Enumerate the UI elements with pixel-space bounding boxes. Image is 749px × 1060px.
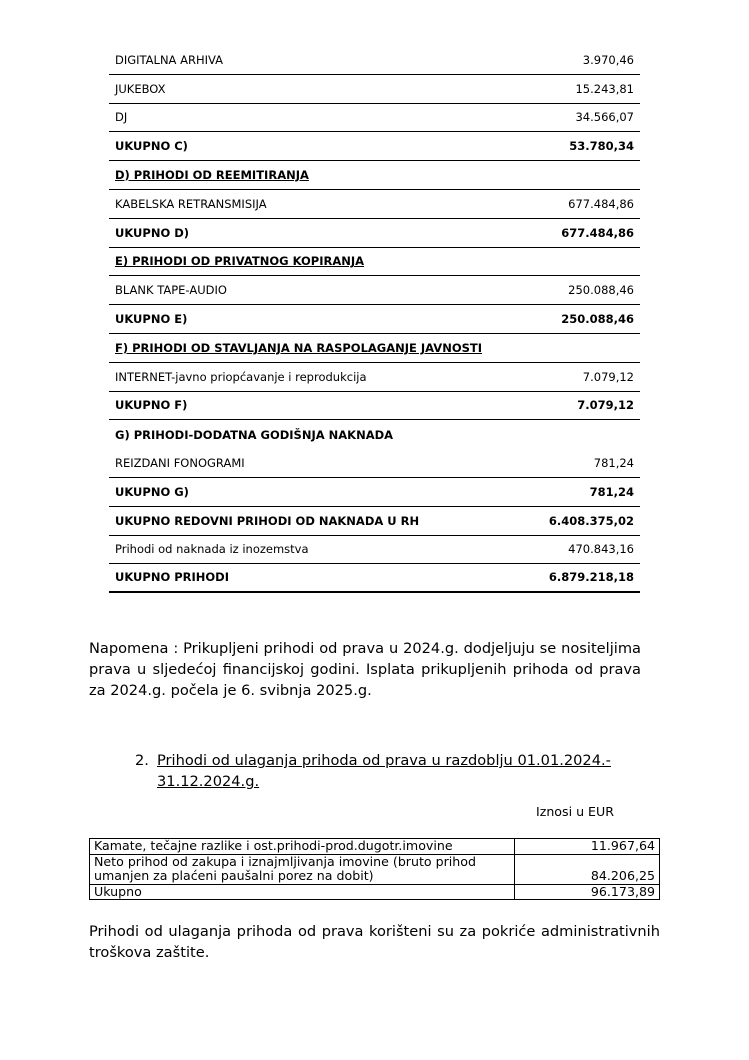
subtotal-row [109, 219, 640, 248]
section-heading-row [109, 248, 640, 277]
row-value: 11.967,64 [515, 839, 660, 855]
row-value: 7.079,12 [577, 398, 634, 413]
row-value: 6.408.375,02 [548, 513, 634, 528]
row-value: 677.484,86 [561, 225, 634, 240]
section-heading: D) PRIHODI OD REEMITIRANJA [115, 167, 309, 182]
row-value: 34.566,07 [575, 110, 634, 125]
row-label: DJ [115, 110, 128, 125]
subtotal-row [109, 132, 640, 161]
investment-income-table [89, 838, 660, 900]
subtotal-row [109, 305, 640, 334]
section-number: 2. [135, 752, 149, 769]
subtotal-row [109, 478, 640, 507]
row-label: UKUPNO REDOVNI PRIHODI OD NAKNADA U RH [115, 513, 420, 528]
row-value: 781,24 [589, 484, 634, 499]
table-row [109, 75, 640, 104]
row-label: UKUPNO G) [115, 484, 189, 499]
currency-note: Iznosi u EUR [536, 804, 614, 819]
row-label: UKUPNO PRIHODI [115, 570, 230, 585]
row-label: UKUPNO C) [115, 139, 188, 154]
table-row [109, 449, 640, 478]
section-heading: E) PRIHODI OD PRIVATNOG KOPIRANJA [115, 254, 365, 269]
row-value: 7.079,12 [582, 369, 634, 384]
table-row [109, 276, 640, 305]
table-row [109, 190, 640, 219]
row-label: INTERNET-javno priopćavanje i reprodukcija [115, 369, 367, 384]
section-heading-row [109, 161, 640, 190]
row-value: 250.088,46 [568, 283, 634, 298]
table-row [109, 46, 640, 75]
row-label: BLANK TAPE-AUDIO [115, 283, 227, 298]
subtotal-row [109, 392, 640, 421]
row-label: Prihodi od naknada iz inozemstva [115, 542, 309, 557]
row-label: UKUPNO F) [115, 398, 188, 413]
section-heading: G) PRIHODI-DODATNA GODIŠNJA NAKNADA [115, 428, 394, 443]
row-value: 96.173,89 [515, 884, 660, 900]
section-title: Prihodi od ulaganja prihoda od prava u razdoblju 01.01.2024.- 31.12.2024.g. [157, 752, 611, 790]
table-row [109, 536, 640, 565]
note-paragraph: Napomena : Prikupljeni prihodi od prava u 2024.g. dodjeljuju se nositeljima prava u sljedećoj financijskoj godini. Isplata prikupljenih prihoda od prava za 2024.g. počela je 6. svibnja 2025.g. [89, 640, 641, 699]
row-value: 677.484,86 [568, 196, 634, 211]
row-label: JUKEBOX [115, 81, 166, 96]
table-row [90, 839, 660, 855]
row-label: Ukupno [90, 884, 515, 900]
table-row [109, 104, 640, 133]
row-value: 6.879.218,18 [548, 570, 634, 585]
income-table [109, 46, 640, 593]
row-value: 781,24 [593, 455, 634, 470]
section-heading-row [109, 420, 640, 449]
closing-paragraph: Prihodi od ulaganja prihoda od prava korišteni su za pokriće administrativnih troškova zaštite. [89, 923, 660, 961]
row-label: UKUPNO E) [115, 311, 188, 326]
row-value: 15.243,81 [575, 81, 634, 96]
row-value: 84.206,25 [515, 854, 660, 884]
total-row [109, 507, 640, 536]
row-label: Neto prihod od zakupa i iznajmljivanja imovine (bruto prihod umanjen za plaćeni paušalni porez na dobit) [90, 854, 515, 884]
row-label: Kamate, tečajne razlike i ost.prihodi-prod.dugotr.imovine [90, 839, 515, 855]
row-value: 470.843,16 [568, 542, 634, 557]
total-row [90, 884, 660, 900]
grand-total-row [109, 564, 640, 593]
row-label: KABELSKA RETRANSMISIJA [115, 196, 267, 211]
row-value: 53.780,34 [569, 139, 634, 154]
table-row [109, 363, 640, 392]
table-row [90, 854, 660, 884]
row-label: REIZDANI FONOGRAMI [115, 455, 245, 470]
row-value: 3.970,46 [582, 52, 634, 67]
section-heading: F) PRIHODI OD STAVLJANJA NA RASPOLAGANJE JAVNOSTI [115, 340, 483, 355]
row-label: DIGITALNA ARHIVA [115, 52, 223, 67]
section-heading-row [109, 334, 640, 363]
row-value: 250.088,46 [561, 311, 634, 326]
row-label: UKUPNO D) [115, 225, 190, 240]
